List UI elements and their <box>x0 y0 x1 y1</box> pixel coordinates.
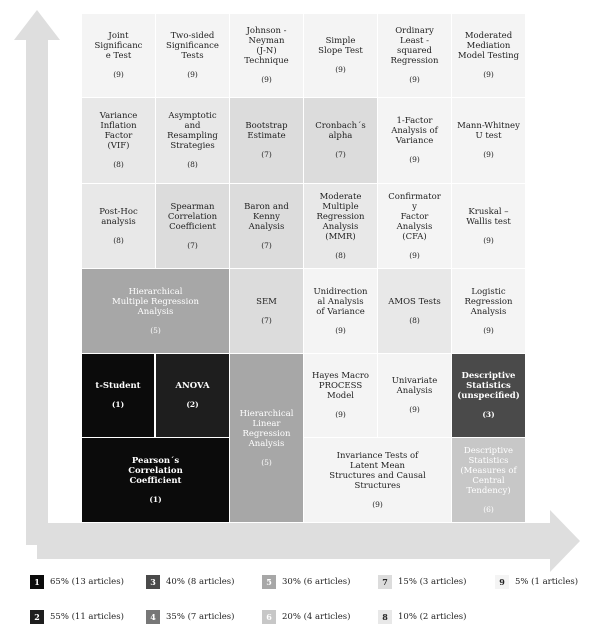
cell-level-value: (6) <box>483 504 494 514</box>
legend-text: 5% (1 articles) <box>515 577 579 587</box>
legend-text: 10% (2 articles) <box>398 612 467 622</box>
cell-label: Bootstrap Estimate <box>245 121 288 142</box>
legend-item-7 <box>378 575 466 589</box>
cell-level-value: (9) <box>483 235 494 245</box>
legend-item-1 <box>30 575 124 589</box>
legend-item-3 <box>146 575 234 589</box>
cell-level-value: (8) <box>335 250 346 260</box>
legend-item-9 <box>495 575 578 589</box>
cell-label: Post-Hoc analysis <box>99 206 138 227</box>
legend-item-6 <box>262 610 350 624</box>
legend-swatch: 8 <box>378 610 392 624</box>
cell-label: Invariance Tests of Latent Mean Structures and Causal Structures <box>329 450 426 491</box>
legend-item-2 <box>30 610 124 624</box>
cell-level-value: (3) <box>482 410 495 420</box>
cell-level-value: (2) <box>186 400 199 410</box>
cell-level-value: (8) <box>409 315 420 325</box>
legend-swatch: 9 <box>495 575 509 589</box>
cell-label: ANOVA <box>175 381 210 392</box>
legend-swatch: 4 <box>146 610 160 624</box>
legend-text: 20% (4 articles) <box>282 612 351 622</box>
cell-level-value: (9) <box>261 75 272 85</box>
legend-item-5 <box>262 575 350 589</box>
cell-level-value: (7) <box>261 150 272 160</box>
cell-label: Descriptive Statistics (unspecified) <box>457 371 520 402</box>
legend-swatch: 2 <box>30 610 44 624</box>
legend-swatch: 7 <box>378 575 392 589</box>
cell-label: Moderate Multiple Regression Analysis (MMR) <box>316 191 365 242</box>
cell-label: Simple Slope Test <box>318 36 363 57</box>
cell-label: Spearman Correlation Coefficient <box>167 201 218 232</box>
cell-level-value: (5) <box>150 325 161 335</box>
cell-label: Variance Inflation Factor (VIF) <box>99 111 138 152</box>
legend-item-8 <box>378 610 466 624</box>
cell-level-value: (9) <box>335 410 346 420</box>
cell-label: Ordinary Least - squared Regression <box>390 26 439 67</box>
cell-label: Logistic Regression Analysis <box>464 286 513 317</box>
cell-level-value: (9) <box>409 405 420 415</box>
cell-label: 1-Factor Analysis of Variance <box>391 116 438 147</box>
cell-label: t-Student <box>95 381 141 392</box>
cell-level-value: (9) <box>409 75 420 85</box>
cell-level-value: (9) <box>483 70 494 80</box>
cell-label: Johnson - Neyman (J-N) Technique <box>244 26 289 67</box>
cell-level-value: (1) <box>149 494 162 504</box>
legend-text: 15% (3 articles) <box>398 577 467 587</box>
cell-label: Cronbach´s alpha <box>315 121 366 142</box>
cell-level-value: (7) <box>261 240 272 250</box>
cell-label: Hierarchical Linear Regression Analysis <box>239 408 294 449</box>
cell-label: Unidirection al Analysis of Variance <box>313 286 368 317</box>
cell-level-value: (9) <box>372 499 383 509</box>
legend-text: 35% (7 articles) <box>166 612 235 622</box>
cell-label: AMOS Tests <box>388 296 441 307</box>
cell-label: Moderated Mediation Model Testing <box>457 31 520 62</box>
legend-item-4 <box>146 610 234 624</box>
cell-level-value: (7) <box>187 240 198 250</box>
cell-level-value: (8) <box>113 160 124 170</box>
cell-level-value: (9) <box>335 325 346 335</box>
legend-swatch: 6 <box>262 610 276 624</box>
cell-level-value: (9) <box>335 65 346 75</box>
cell-label: Descriptive Statistics (Measures of Central Tendency) <box>460 445 517 496</box>
cell-level-value: (7) <box>335 150 346 160</box>
cell-label: Univariate Analysis <box>391 376 438 397</box>
cell-level-value: (1) <box>111 400 125 410</box>
legend-text: 55% (11 articles) <box>50 612 124 622</box>
cell-label: Baron and Kenny Analysis <box>244 201 289 232</box>
legend-swatch: 1 <box>30 575 44 589</box>
legend-swatch: 5 <box>262 575 276 589</box>
cell-level-value: (8) <box>113 235 124 245</box>
cell-level-value: (8) <box>187 160 198 170</box>
cell-label: Kruskal – Wallis test <box>466 206 511 227</box>
cell-label: Hierarchical Multiple Regression Analysis <box>112 286 199 317</box>
cell-level-value: (9) <box>409 250 420 260</box>
legend-text: 40% (8 articles) <box>166 577 235 587</box>
cell-level-value: (9) <box>483 150 494 160</box>
cell-label: Mann-Whitney U test <box>457 121 520 142</box>
cell-label: Confirmator y Factor Analysis (CFA) <box>388 191 441 242</box>
cell-label: Two-sided Significance Tests <box>166 31 219 62</box>
cell-label: Pearson´s Correlation Coefficient <box>128 455 183 486</box>
cell-level-value: (9) <box>409 155 420 165</box>
cell-level-value: (9) <box>483 325 494 335</box>
legend-swatch: 3 <box>146 575 160 589</box>
cell-label: Joint Significanc e Test <box>94 31 143 62</box>
cell-level-value: (7) <box>261 315 272 325</box>
cell-level-value: (5) <box>261 457 272 467</box>
cell-label: Hayes Macro PROCESS Model <box>311 371 370 402</box>
legend-text: 30% (6 articles) <box>282 577 351 587</box>
legend-text: 65% (13 articles) <box>50 577 124 587</box>
cell-level-value: (9) <box>113 70 124 80</box>
cell-label: SEM <box>256 296 277 307</box>
cell-label: Asymptotic and Resampling Strategies <box>167 111 218 152</box>
cell-level-value: (9) <box>187 70 198 80</box>
